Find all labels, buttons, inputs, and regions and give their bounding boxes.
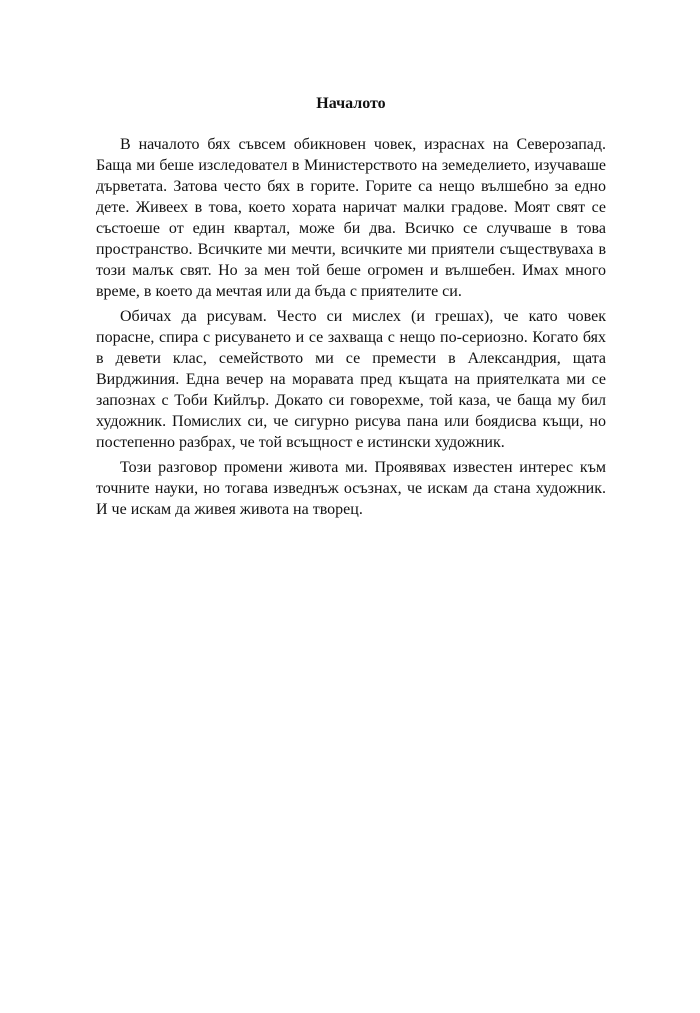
- paragraph-3: Този разговор промени живота ми. Проявявах известен интерес към точните науки, но тогава изведнъж осъзнах, че искам да стана художник. И че искам да живея живота на творец.: [96, 459, 606, 518]
- document-page: [96, 92, 606, 524]
- chapter-title: Началото: [316, 95, 386, 112]
- paragraph-1: В началото бях съвсем обикновен човек, израснах на Северозапад. Баща ми беше изследовател в Министерството на земеделието, изучаваше дърветата. Затова често бях в горите. Горите са нещо вълшебно за едно дете. Живеех в това, което хората наричат малки градове. Моят свят се състоеше от един квартал, може би два. Всичко се случваше в това пространство. Всичките ми мечти, всичките ми приятели съществуваха в този малък свят. Но за мен той беше огромен и вълшебен. Имах много време, в което да мечтая или да бъда с приятелите си.: [96, 136, 606, 300]
- paragraph-2: Обичах да рисувам. Често си мислех (и грешах), че като човек порасне, спира с рисуването и се захваща с нещо по-сериозно. Когато бях в девети клас, семейството ми се премести в Александрия, щата Вирджиния. Една вечер на моравата пред къщата на приятелката ми се запознах с Тоби Кийлър. Докато си говорехме, той каза, че баща му бил художник. Помислих си, че сигурно рисува пана или боядисва къщи, но постепенно разбрах, че той всъщност е истински художник.: [96, 308, 606, 451]
